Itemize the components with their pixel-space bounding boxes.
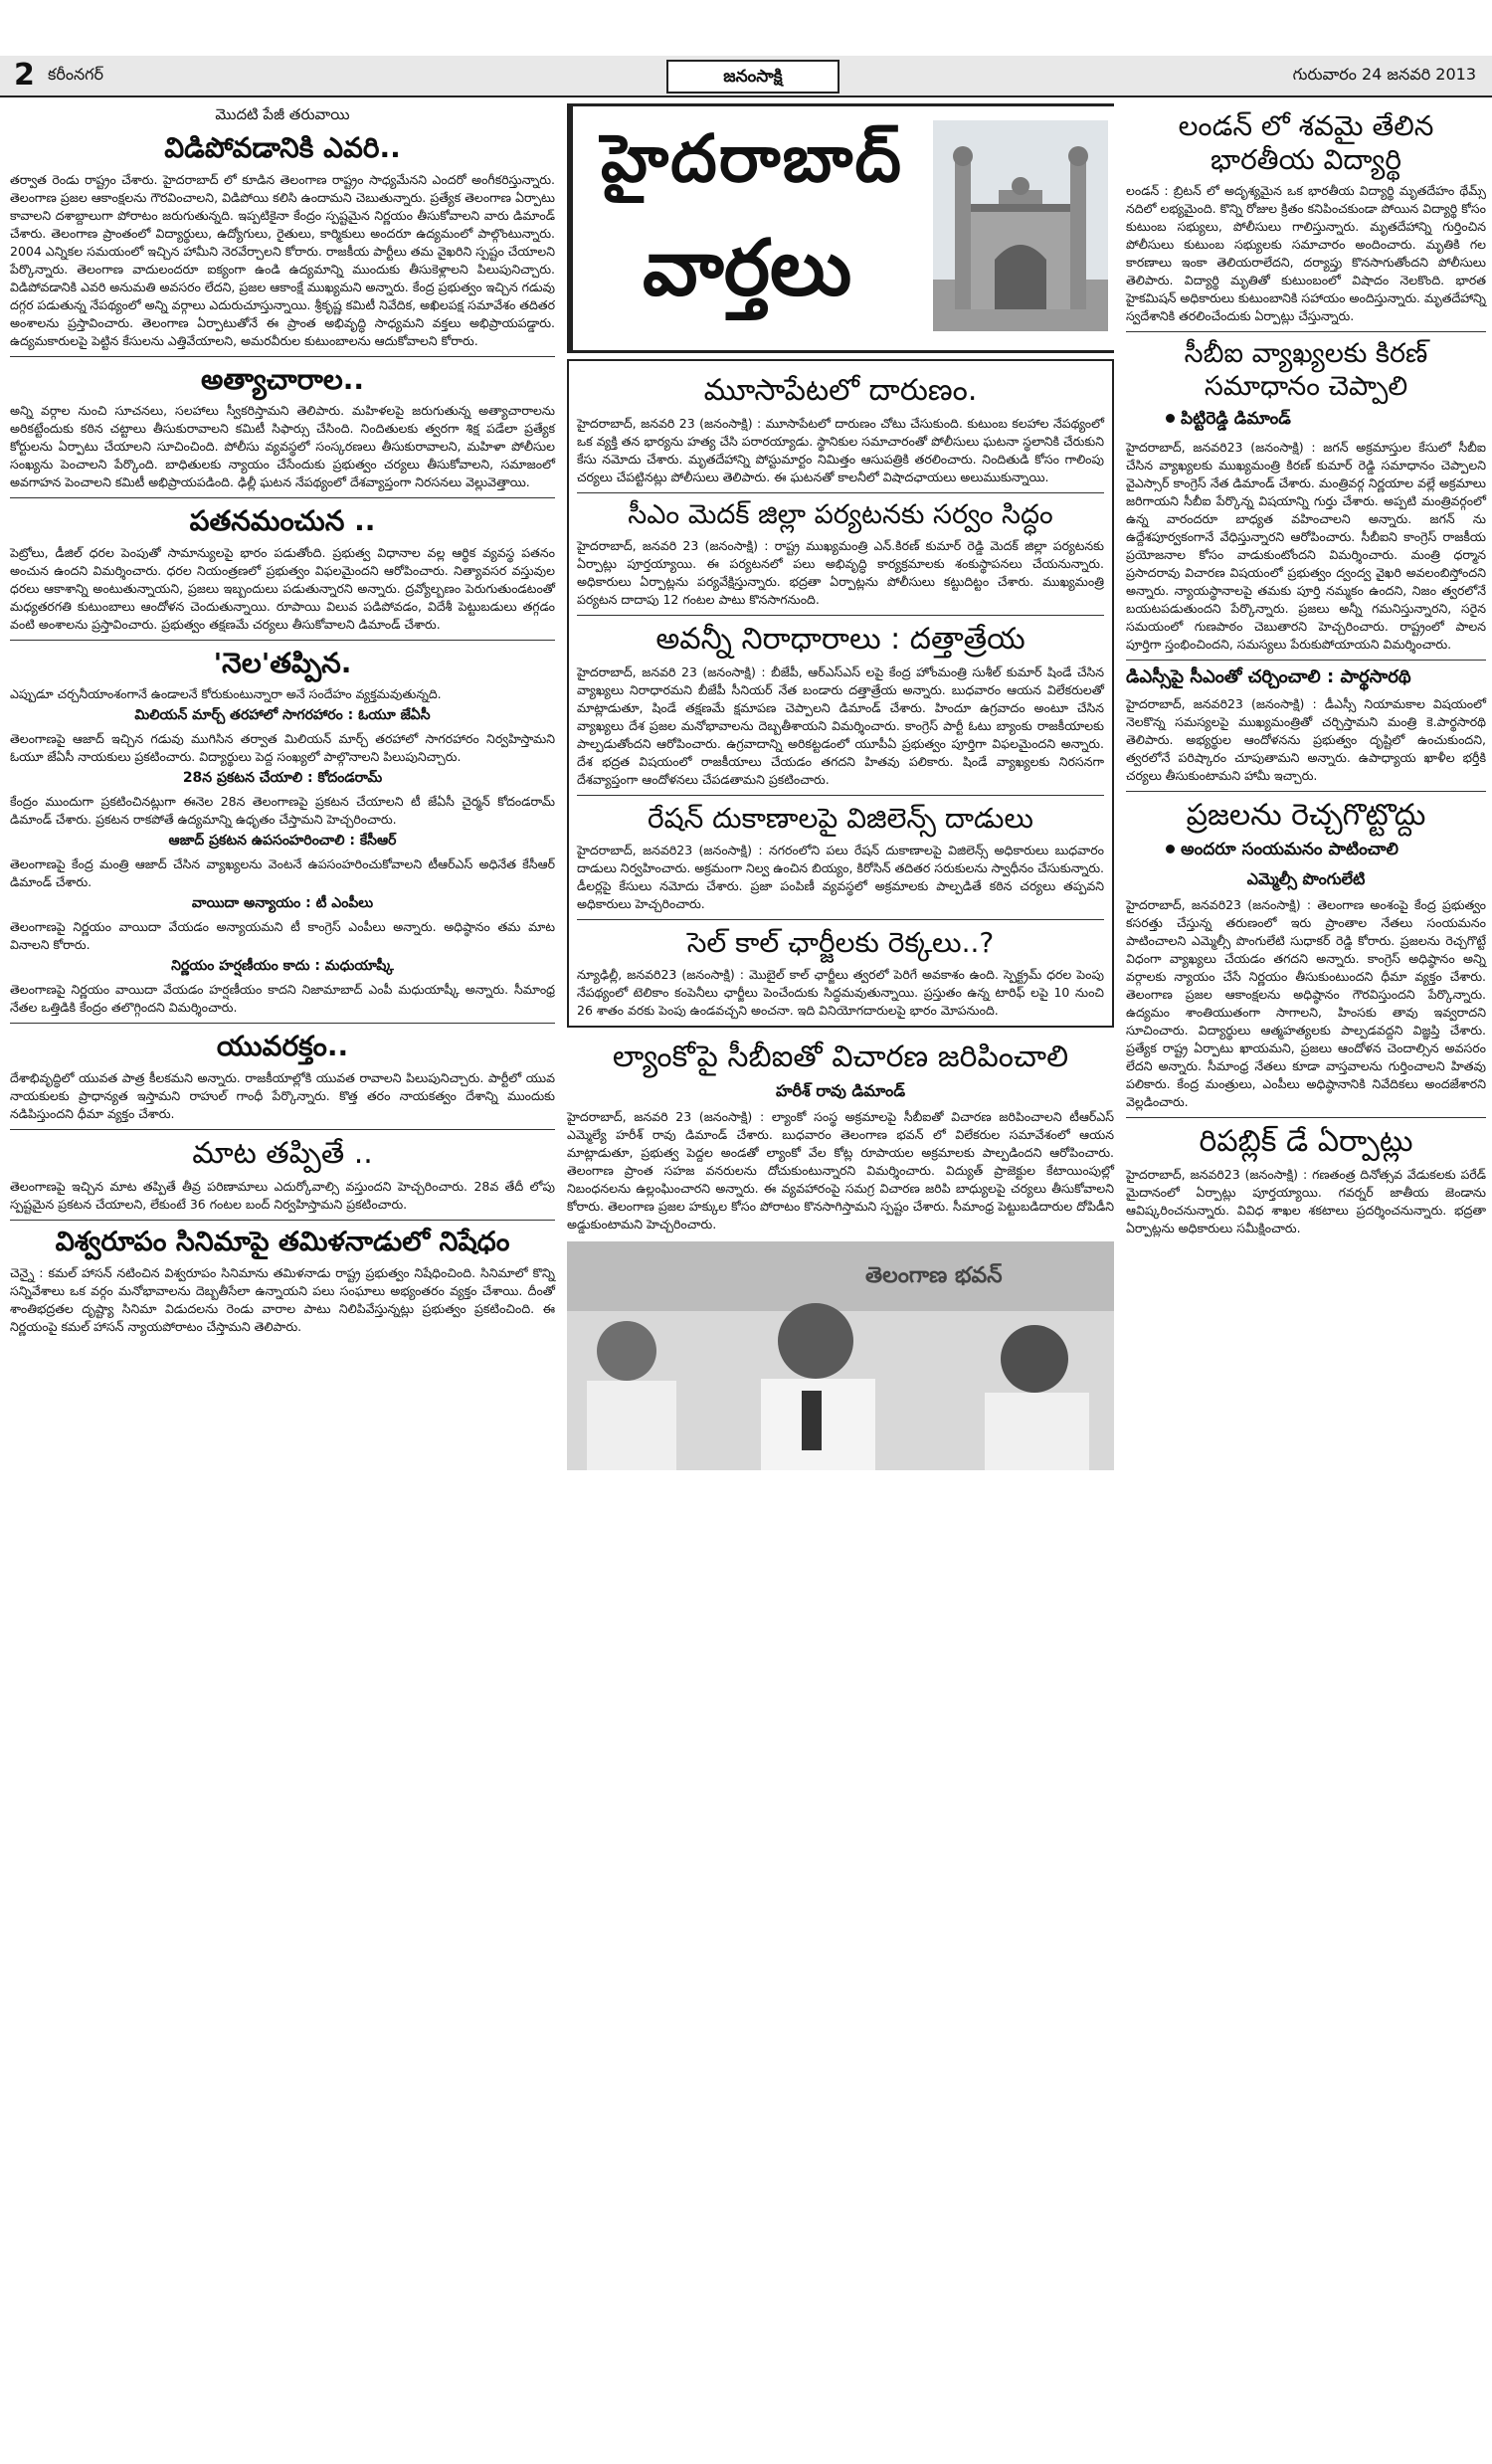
page-number: 2: [14, 58, 35, 93]
article-body: అన్ని వర్గాల నుంచి సూచనలు, సలహాలు స్వీకరిస్తామని తెలిపారు. మహిళలపై జరుగుతున్న అత్యాచారాలను అరికట్టేందుకు కఠిన చట్టాలు తీసుకురావాలని కమిటీ సిఫార్సు చేసింది. నిందితులకు త్వరగా శిక్ష పడేలా ప్రత్యేక కోర్టులను ఏర్పాటు చేయాలని సూచించింది. పోలీసు వ్యవస్థలో సంస్కరణలు తీసుకురావాలని, మహిళా పోలీసుల సంఖ్యను పెంచాలని పేర్కొంది. బాధితులకు న్యాయం చేసేందుకు ప్రభుత్వం చర్యలు తీసుకోవాలని, సమాజంలో అవగాహన పెంచాలని కమిటీ అభిప్రాయపడింది. ఢిల్లీ ఘటన నేపథ్యంలో దేశవ్యాప్తంగా నిరసనలు వెల్లువెత్తాయి.: [10, 403, 555, 490]
masthead: [0, 56, 1492, 97]
hyderabad-news-box: [567, 359, 1114, 1028]
article-body: చెన్నై : కమల్ హాసన్ నటించిన విశ్వరూపం సినిమాను తమిళనాడు రాష్ట్ర ప్రభుత్వం నిషేధించింది. సినిమాలో కొన్ని సన్నివేశాలు ఒక వర్గం మనోభావాలను దెబ్బతీసేలా ఉన్నాయని పలు సంఘాలు అభ్యంతరం వ్యక్తం చేశాయి. దీంతో శాంతిభద్రతల దృష్ట్యా సినిమా విడుదలను రెండు వారాల పాటు నిలిపివేస్తున్నట్లు ప్రభుత్వం ప్రకటించింది. ఈ నిర్ణయంపై కమల్ హాసన్ న్యాయపోరాటం చేస్తామని తెలిపారు.: [10, 1265, 555, 1335]
headline: సెల్ కాల్ ఛార్జీలకు రెక్కలు..?: [686, 925, 995, 959]
column-right: [1126, 103, 1486, 1237]
article-body: హైదరాబాద్, జనవరి23 (జనంసాక్షి) : డీఎస్సీ నియామకాల విషయంలో నెలకొన్న సమస్యలపై ముఖ్యమంత్రితో చర్చిస్తామని మంత్రి కె.పార్థసారథి తెలిపారు. అభ్యర్థుల ఆందోళనను ప్రభుత్వం దృష్టిలో ఉంచుకుందని, త్వరలోనే పరిష్కారం చూపుతామని అన్నారు. ఉపాధ్యాయ ఖాళీల భర్తీకి చర్యలు తీసుకుంటామని హామీ ఇచ్చారు.: [1126, 695, 1486, 783]
article-body: హైదరాబాద్, జనవరి 23 (జనంసాక్షి) : బీజేపీ, ఆర్ఎస్ఎస్ లపై కేంద్ర హోంమంత్రి సుశీల్ కుమార్ షిండే చేసిన వ్యాఖ్యలు నిరాధారమని బీజేపీ సీనియర్ నేత బండారు దత్తాత్రేయ అన్నారు. బుధవారం ఆయన విలేకరులతో మాట్లాడుతూ, షిండే తక్షణమే క్షమాపణ చెప్పాలని డిమాండ్ చేశారు. హిందూ ఉగ్రవాదం అంటూ చేసిన వ్యాఖ్యలు దేశ ప్రజల మనోభావాలను దెబ్బతీశాయని విమర్శించారు. కాంగ్రెస్ పార్టీ ఓటు బ్యాంకు రాజకీయాలకు పాల్పడుతోందని ఆరోపించారు. ఉగ్రవాదాన్ని అరికట్టడంలో యూపీఏ ప్రభుత్వం పూర్తిగా విఫలమైందని అన్నారు. దేశ భద్రత విషయంలో రాజకీయాలు చేయడం తగదని హితవు పలికారు. షిండే వ్యాఖ్యలకు నిరసనగా దేశవ్యాప్తంగా ఆందోళనలు చేపడతామని ప్రకటించారు.: [577, 664, 1104, 788]
article-body: దేశాభివృద్ధిలో యువత పాత్ర కీలకమని అన్నారు. రాజకీయాల్లోకి యువత రావాలని పిలుపునిచ్చారు. పార్టీలో యువ నాయకులకు ప్రాధాన్యత ఇస్తామని రాహుల్ గాంధీ పేర్కొన్నారు. కొత్త తరం నాయకత్వం దేశాన్ని ముందుకు నడిపిస్తుందని ధీమా వ్యక్తం చేశారు.: [10, 1069, 555, 1121]
subheading: వాయిదా అన్యాయం : టీ ఎంపీలు: [191, 895, 374, 912]
bullet-icon: [1166, 414, 1175, 423]
article-body: హైదరాబాద్, జనవరి 23 (జనంసాక్షి) : రాష్ట్ర ముఖ్యమంత్రి ఎన్.కిరణ్ కుమార్ రెడ్డి మెదక్ జిల్లా పర్యటనకు ఏర్పాట్లు పూర్తయ్యాయి. ఈ పర్యటనలో పలు అభివృద్ధి కార్యక్రమాలకు శంకుస్థాపనలు చేయనున్నారు. అధికారులు ఏర్పాట్లను పర్యవేక్షిస్తున్నారు. భద్రతా ఏర్పాట్లను పోలీసులు కట్టుదిట్టం చేశారు. ముఖ్యమంత్రి పర్యటన దాదాపు 12 గంటల పాటు కొనసాగనుంది.: [577, 538, 1104, 608]
article-body: న్యూఢిల్లీ, జనవరి23 (జనంసాక్షి) : మొబైల్ కాల్ ఛార్జీలు త్వరలో పెరిగే అవకాశం ఉంది. స్పెక్ట్రమ్ ధరల పెంపు నేపథ్యంలో టెలికాం కంపెనీలు ఛార్జీలు పెంచేందుకు సిద్ధమవుతున్నాయి. ప్రస్తుతం ఉన్న టారిఫ్ లపై 10 నుంచి 26 శాతం వరకు పెంపు ఉండవచ్చని అంచనా. ఇది వినియోగదారులపై భారం మోపనుంది.: [577, 966, 1104, 1018]
banner-word-news: వార్తలు: [643, 224, 852, 313]
headline: సీఎం మెదక్ జిల్లా పర్యటనకు సర్వం సిద్ధం: [628, 499, 1053, 530]
article-body: హైదరాబాద్, జనవరి 23 (జనంసాక్షి) : మూసాపేటలో దారుణం చోటు చేసుకుంది. కుటుంబ కలహాల నేపథ్యంలో ఒక వ్యక్తి తన భార్యను హత్య చేసి పరారయ్యాడు. స్థానికుల సమాచారంతో పోలీసులు ఘటనా స్థలానికి చేరుకుని కేసు నమోదు చేశారు. మృతదేహాన్ని పోస్టుమార్టం నిమిత్తం ఆసుపత్రికి తరలించారు. నిందితుడి కోసం గాలింపు చర్యలు చేపట్టినట్లు పోలీసులు తెలిపారు. ఈ ఘటనతో కాలనీలో విషాదఛాయలు అలుముకున్నాయి.: [577, 416, 1104, 484]
photo-banner-text: తెలంగాణ భవన్: [865, 1262, 1003, 1288]
headline: అత్యాచారాల..: [200, 362, 365, 396]
headline: విశ్వరూపం సినిమాపై తమిళనాడులో నిషేధం: [55, 1226, 510, 1257]
hyderabad-news-banner: [567, 103, 1114, 353]
subheading: ఆజాద్ ప్రకటన ఉపసంహరించాలి : కేసీఆర్: [168, 833, 397, 850]
article-body: హైదరాబాద్, జనవరి23 (జనంసాక్షి) : నగరంలోని పలు రేషన్ దుకాణాలపై విజిలెన్స్ అధికారులు బుధవారం దాడులు నిర్వహించారు. అక్రమంగా నిల్వ ఉంచిన బియ్యం, కిరోసిన్ తదితర సరుకులను స్వాధీనం చేసుకున్నారు. డీలర్లపై కేసులు నమోదు చేశారు. ప్రజా పంపిణీ వ్యవస్థలో అక్రమాలకు పాల్పడితే కఠిన చర్యలు తప్పవని అధికారులు హెచ్చరించారు.: [577, 842, 1104, 911]
article-body: తెలంగాణపై ఇచ్చిన మాట తప్పితే తీవ్ర పరిణామాలు ఎదుర్కోవాల్సి వస్తుందని హెచ్చరించారు. 28వ తేదీ లోపు స్పష్టమైన ప్రకటన చేయాలని, లేకుంటే 36 గంటల బంద్ నిర్వహిస్తామని ప్రకటించారు.: [10, 1178, 555, 1212]
article-body: తెలంగాణపై నిర్ణయం వాయిదా వేయడం హర్షణీయం కాదని నిజామాబాద్ ఎంపీ మధుయాష్కీ అన్నారు. సీమాంధ్ర నేతల ఒత్తిడికి కేంద్రం తలొగ్గిందని విమర్శించారు.: [10, 982, 555, 1016]
paper-logo: జనంసాక్షి: [666, 60, 839, 94]
article-body: కేంద్రం ముందుగా ప్రకటించినట్లుగా ఈనెల 28న తెలంగాణపై ప్రకటన చేయాలని టీ జేఏసీ చైర్మన్ కోదండరామ్ డిమాండ్ చేశారు. ప్రకటన రాకపోతే ఉద్యమాన్ని ఉధృతం చేస్తామని హెచ్చరించారు.: [10, 794, 555, 828]
charminar-photo: [933, 120, 1108, 331]
article-body: హైదరాబాద్, జనవరి23 (జనంసాక్షి) : గణతంత్ర దినోత్సవ వేడుకలకు పరేడ్ మైదానంలో ఏర్పాట్లు పూర్తయ్యాయి. గవర్నర్ జాతీయ జెండాను ఆవిష్కరించనున్నారు. వివిధ శాఖల శకటాలు ప్రదర్శించనున్నారు. భద్రతా ఏర్పాట్లను అధికారులు సమీక్షించారు.: [1126, 1166, 1486, 1235]
subheading: ఎమ్మెల్సీ పొంగులేటి: [1246, 868, 1366, 888]
byline: అందరూ సంయమనం పాటించాలి: [1166, 840, 1486, 863]
headline: ల్యాంకోపై సీబీఐతో విచారణ జరిపించాలి: [612, 1039, 1069, 1074]
bullet-icon: [1166, 845, 1175, 853]
column-center: [567, 103, 1114, 1470]
headline: 'నెల'తప్పిన.: [213, 646, 352, 679]
article-body: హైదరాబాద్, జనవరి 23 (జనంసాక్షి) : ల్యాంకో సంస్థ అక్రమాలపై సీబీఐతో విచారణ జరిపించాలని టీఆర్ఎస్ ఎమ్మెల్యే హరీశ్ రావు డిమాండ్ చేశారు. బుధవారం తెలంగాణ భవన్ లో విలేకరుల సమావేశంలో ఆయన మాట్లాడుతూ, ప్రభుత్వ పెద్దల అండతో ల్యాంకో వేల కోట్ల రూపాయల అక్రమాలకు పాల్పడిందని ఆరోపించారు. తెలంగాణ ప్రాంత సహజ వనరులను దోచుకుంటున్నారని విమర్శించారు. విద్యుత్ ప్రాజెక్టుల కేటాయింపుల్లో నిబంధనలను ఉల్లంఘించారని అన్నారు. ఈ వ్యవహారంపై సమగ్ర విచారణ జరిపి బాధ్యులపై చర్యలు తీసుకోవాలని కోరారు. తెలంగాణ ప్రజల హక్కుల కోసం పోరాటం కొనసాగిస్తామని స్పష్టం చేశారు. సీమాంధ్ర పెట్టుబడిదారుల దోపిడీని అడ్డుకుంటామని హెచ్చరించారు.: [567, 1108, 1114, 1232]
article-body: తెలంగాణపై నిర్ణయం వాయిదా వేయడం అన్యాయమని టీ కాంగ్రెస్ ఎంపీలు అన్నారు. అధిష్ఠానం తమ మాట వినాలని కోరారు.: [10, 919, 555, 953]
article-body: హైదరాబాద్, జనవరి23 (జనంసాక్షి) : తెలంగాణ అంశంపై కేంద్ర ప్రభుత్వం కసరత్తు చేస్తున్న తరుణంలో ఇరు ప్రాంతాల నేతలు సంయమనం పాటించాలని ఎమ్మెల్సీ పొంగులేటి సుధాకర్ రెడ్డి కోరారు. ప్రజలను రెచ్చగొట్టే విధంగా వ్యాఖ్యలు చేయడం తగదని అన్నారు. కాంగ్రెస్ అధిష్ఠానం అన్ని వర్గాలకు న్యాయం చేసే నిర్ణయం తీసుకుంటుందని ధీమా వ్యక్తం చేశారు. తెలంగాణ ప్రజల ఆకాంక్షలను అధిష్ఠానం గౌరవిస్తుందని పేర్కొన్నారు. ఉద్యమం శాంతియుతంగా సాగాలని, హింసకు తావు ఇవ్వరాదని సూచించారు. విద్యార్థులు ఆత్మహత్యలకు పాల్పడవద్దని విజ్ఞప్తి చేశారు. ప్రత్యేక రాష్ట్ర ఏర్పాటు ఖాయమని, ప్రజలు ఆందోళన చెందాల్సిన అవసరం లేదని అన్నారు. సీమాంధ్ర నేతలు కూడా వాస్తవాలను గుర్తించాలని హితవు పలికారు. కేంద్ర మంత్రులు, ఎంపీలు అధిష్ఠానానికి నివేదికలు అందజేశారని వెల్లడించారు.: [1126, 896, 1486, 1109]
article-body: తర్వాత రెండు రాష్ట్రం చేశారు. హైదరాబాద్ లో కూడిన తెలంగాణ రాష్ట్రం సాధ్యమేనని ఎందరో అంగీకరిస్తున్నారు. తెలంగాణ ప్రజల ఆకాంక్షలను గౌరవించాలని, విడిపోయి కలిసి ఉందామని చెబుతున్నారు. ప్రత్యేక తెలంగాణ ఏర్పాటు కావాలని దశాబ్దాలుగా పోరాటం జరుగుతున్నది. ఇప్పటికైనా కేంద్రం స్పష్టమైన నిర్ణయం తీసుకోవాలని వారు డిమాండ్ చేశారు. తెలంగాణ ప్రాంతంలో విద్యార్థులు, ఉద్యోగులు, రైతులు, కార్మికులు అందరూ ఉద్యమంలో పాల్గొంటున్నారు. 2004 ఎన్నికల సమయంలో ఇచ్చిన హామీని నెరవేర్చాలని కోరారు. రాజకీయ పార్టీలు తమ వైఖరిని స్పష్టం చేయాలని పేర్కొన్నారు. తెలంగాణ వాదులందరూ ఐక్యంగా ఉండి ఉద్యమాన్ని ముందుకు తీసుకెళ్లాలని పిలుపునిచ్చారు. విడిపోవడానికి ఎవరి అనుమతి అవసరం లేదని, ప్రజల ఆకాంక్షే ముఖ్యమని అన్నారు. కేంద్ర ప్రభుత్వం ఇచ్చిన గడువు దగ్గర పడుతున్న నేపథ్యంలో అన్ని వర్గాలు ఎదురుచూస్తున్నాయి. శ్రీకృష్ణ కమిటీ నివేదిక, అఖిలపక్ష సమావేశం తదితర అంశాలను ప్రస్తావించారు. తెలంగాణ ఏర్పాటుతోనే ఈ ప్రాంత అభివృద్ధి సాధ్యమని వక్తలు అభిప్రాయపడ్డారు. ఉద్యమకారులపై పెట్టిన కేసులను ఎత్తివేయాలని, అమరవీరుల కుటుంబాలను ఆదుకోవాలని కోరారు.: [10, 171, 555, 348]
headline: సీబీఐ వ్యాఖ్యలకు కిరణ్ సమాధానం చెప్పాలి: [1184, 338, 1428, 402]
issue-date: గురువారం 24 జనవరి 2013: [1292, 65, 1476, 84]
headline: ప్రజలను రెచ్చగొట్టొద్దు: [1186, 797, 1426, 833]
headline: యువరక్తం..: [216, 1030, 349, 1063]
article-body: పెట్రోలు, డీజిల్ ధరల పెంపుతో సామాన్యులపై భారం పడుతోంది. ప్రభుత్వ విధానాల వల్ల ఆర్థిక వ్యవస్థ పతనం అంచున ఉందని విమర్శించారు. ధరల నియంత్రణలో ప్రభుత్వం విఫలమైందని ఆరోపించారు. నిత్యావసర వస్తువుల ధరలు ఆకాశాన్ని అంటుతున్నాయని, ప్రజలు ఇబ్బందులు పడుతున్నారని అన్నారు. ద్రవ్యోల్బణం పెరుగుతుండటంతో మధ్యతరగతి కుటుంబాలు ఆందోళన చెందుతున్నాయి. రూపాయి విలువ పడిపోవడం, విదేశీ పెట్టుబడులు తగ్గడం వంటి అంశాలను ప్రస్తావించారు. ప్రభుత్వం తక్షణమే చర్యలు తీసుకోవాలని డిమాండ్ చేశారు.: [10, 544, 555, 632]
subheading: నిర్ణయం హర్షణీయం కాదు : మధుయాష్కీ: [171, 958, 394, 975]
press-meet-illustration: [567, 1241, 1114, 1470]
headline: లండన్ లో శవమై తేలిన భారతీయ విద్యార్థి: [1178, 109, 1434, 176]
article-body: లండన్ : బ్రిటన్ లో అదృశ్యమైన ఒక భారతీయ విద్యార్థి మృతదేహం థేమ్స్ నదిలో లభ్యమైంది. కొన్ని రోజుల క్రితం కనిపించకుండా పోయిన విద్యార్థి కోసం కుటుంబ సభ్యులు, పోలీసులు గాలిస్తున్నారు. మృతదేహాన్ని గుర్తించిన పోలీసులు కుటుంబ సభ్యులకు సమాచారం అందించారు. మృతికి గల కారణాలు ఇంకా తెలియరాలేదని, దర్యాప్తు కొనసాగుతోందని పోలీసులు తెలిపారు. విద్యార్థి మృతితో కుటుంబంలో విషాదం నెలకొంది. భారత హైకమిషన్ అధికారులు కుటుంబానికి సహాయం అందిస్తున్నారు. మృతదేహాన్ని స్వదేశానికి తరలించేందుకు ఏర్పాట్లు చేస్తున్నారు.: [1126, 183, 1486, 324]
headline: రేషన్ దుకాణాలపై విజిలెన్స్ దాడులు: [648, 802, 1033, 836]
edition-name: కరీంనగర్: [48, 65, 104, 84]
article-body: తెలంగాణపై ఆజాద్ ఇచ్చిన గడువు ముగిసిన తర్వాత మిలియన్ మార్చ్ తరహాలో సాగరహారం నిర్వహిస్తామని ఓయూ జేఏసీ నాయకులు ప్రకటించారు. విద్యార్థులు పెద్ద సంఖ్యలో పాల్గొనాలని పిలుపునిచ్చారు.: [10, 731, 555, 765]
headline: రిపబ్లిక్ డే ఏర్పాట్లు: [1199, 1123, 1413, 1159]
headline: మాట తప్పితే ..: [192, 1135, 373, 1171]
subheading: 28న ప్రకటన చేయాలి : కోదండరామ్: [182, 770, 383, 787]
headline: అవన్నీ నిరాధారాలు : దత్తాత్రేయ: [655, 622, 1026, 658]
banner-word-hyderabad: హైదరాబాద్: [601, 120, 903, 197]
article-body: హైదరాబాద్, జనవరి23 (జనంసాక్షి) : జగన్ అక్రమాస్తుల కేసులో సీబీఐ చేసిన వ్యాఖ్యలకు ముఖ్యమంత్రి కిరణ్ కుమార్ రెడ్డి సమాధానం చెప్పాలని వైఎస్సార్ కాంగ్రెస్ నేత డిమాండ్ చేశారు. మంత్రివర్గ నిర్ణయాల వల్లే అక్రమాలు జరిగాయని సీబీఐ పేర్కొన్న విషయాన్ని గుర్తు చేశారు. అప్పటి మంత్రివర్గంలో ఉన్న వారందరూ బాధ్యత వహించాలని అన్నారు. జగన్ ను ఉద్దేశపూర్వకంగానే వేధిస్తున్నారని ఆరోపించారు. సీబీఐని కాంగ్రెస్ రాజకీయ ప్రయోజనాల కోసం వాడుకుంటోందని విమర్శించారు. మంత్రి ధర్మాన ప్రసాదరావు విచారణ విషయంలో ప్రభుత్వం ద్వంద్వ వైఖరి అవలంబిస్తోందని అన్నారు. న్యాయస్థానాలపై తమకు పూర్తి నమ్మకం ఉందని, నిజం త్వరలోనే బయటపడుతుందని పేర్కొన్నారు. ప్రజలు అన్నీ గమనిస్తున్నారని, సరైన సమయంలో గుణపాఠం చెబుతారని హెచ్చరించారు. రాష్ట్రంలో పాలన పూర్తిగా స్తంభించిందని, సమస్యలు పేరుకుపోయాయని విమర్శించారు.: [1126, 439, 1486, 652]
article-intro: ఎప్పుడూ చర్చనీయాంశంగానే ఉండాలనే కోరుకుంటున్నారా అనే సందేహం వ్యక్తమవుతున్నది.: [10, 686, 442, 702]
byline: హరీశ్ రావు డిమాండ్: [775, 1080, 906, 1100]
byline: పిట్టిరెడ్డి డిమాండ్: [1166, 409, 1486, 433]
headline: మూసాపేటలో దారుణం.: [703, 373, 978, 408]
headline: విడిపోవడానికి ఎవరి..: [164, 131, 401, 164]
press-meet-photo: [567, 1241, 1114, 1470]
headline: డిఎస్సీపై సీఎంతో చర్చించాలి : పార్థసారథి: [1126, 665, 1411, 687]
continuation-kicker: మొదటి పేజీ తరువాయి: [215, 105, 350, 123]
column-left: [10, 103, 555, 1336]
article-body: తెలంగాణపై కేంద్ర మంత్రి ఆజాద్ చేసిన వ్యాఖ్యలను వెంటనే ఉపసంహరించుకోవాలని టీఆర్ఎస్ అధినేత కేసీఆర్ డిమాండ్ చేశారు.: [10, 856, 555, 890]
headline: పతనమంచున ..: [189, 504, 376, 538]
subheading: మిలియన్ మార్చ్ తరహాలో సాగరహారం : ఓయూ జేఏసీ: [134, 707, 431, 724]
